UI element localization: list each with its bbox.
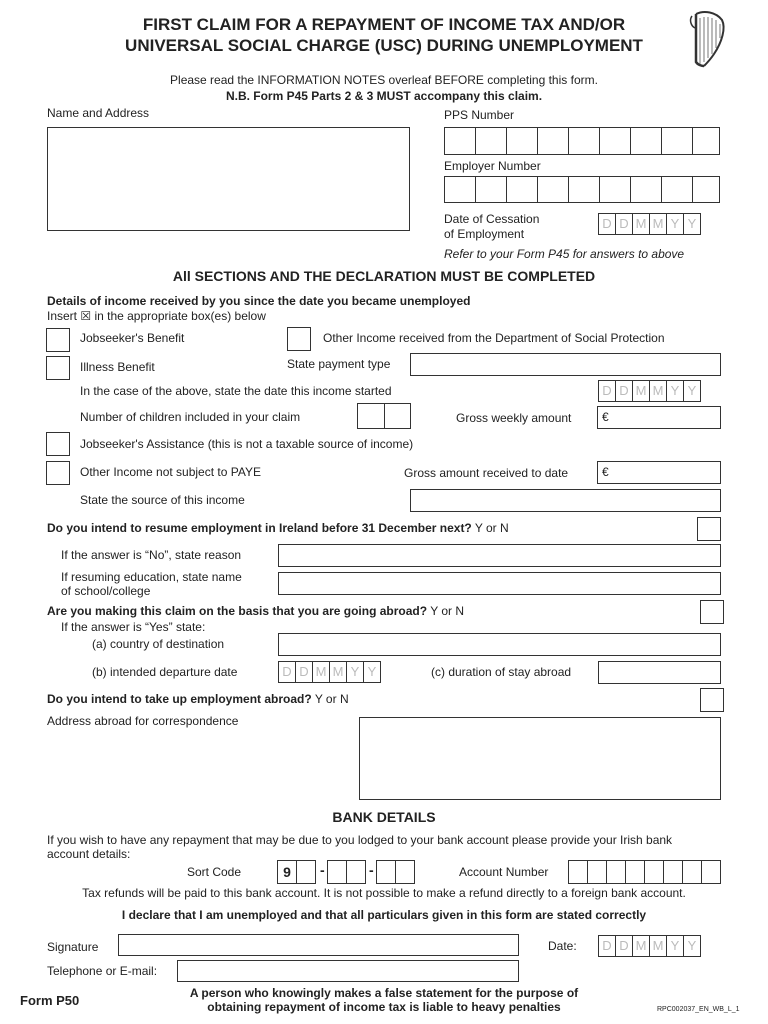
income-heading: Details of income received by you since the date you became unemployed [47,294,471,308]
telephone-email-field[interactable] [177,960,519,982]
children-count-field[interactable] [357,403,411,429]
signature-date-field[interactable] [598,935,701,957]
euro-symbol: € [602,410,609,424]
pps-number-field[interactable] [444,127,720,155]
employment-abroad-yn-box[interactable] [700,688,724,712]
resume-yn-box[interactable] [697,517,721,541]
p45-note: N.B. Form P45 Parts 2 & 3 MUST accompany this claim. [225,89,543,103]
sort-code-digit[interactable] [346,860,366,884]
no-reason-field[interactable] [278,544,721,567]
bank-heading: BANK DETAILS [332,809,436,825]
jobseekers-benefit-checkbox[interactable] [46,328,70,352]
account-number-field[interactable] [568,860,721,884]
date-cell[interactable]: Y [346,661,364,683]
date-cell[interactable]: M [312,661,330,683]
euro-symbol: € [602,465,609,479]
country-field[interactable] [278,633,721,656]
jobseekers-assistance-checkbox[interactable] [46,432,70,456]
sort-code-digit[interactable] [395,860,415,884]
school-name-field[interactable] [278,572,721,595]
abroad-yn-box[interactable] [700,600,724,624]
employer-number-field[interactable] [444,176,720,203]
cessation-label: Date of Cessation [444,212,540,226]
penalty-warning: A person who knowingly makes a false statement for the purpose of [189,986,579,1000]
address-abroad-label: Address abroad for correspondence [47,714,239,728]
sort-code-separator: - [320,862,325,878]
jobseekers-benefit-label: Jobseeker's Benefit [80,331,185,345]
gross-weekly-label: Gross weekly amount [456,411,572,425]
state-payment-type-field[interactable] [410,353,721,376]
pps-label: PPS Number [444,108,515,122]
sort-code-digit[interactable] [327,860,347,884]
harp-icon [686,8,730,70]
income-instruction: Insert ☒ in the appropriate box(es) below [47,309,266,323]
income-source-field[interactable] [410,489,721,512]
date-cell[interactable]: Y [666,935,684,957]
bank-intro: If you wish to have any repayment that may be due to you lodged to your bank account please provide your Irish bank [47,833,673,847]
form-code: RPC002037_EN_WB_L_1 [657,1006,740,1013]
date-label: Date: [548,939,577,953]
date-cell[interactable]: D [615,380,633,402]
illness-benefit-checkbox[interactable] [46,356,70,380]
date-cell[interactable]: D [615,935,633,957]
signature-field[interactable] [118,934,519,956]
date-cell[interactable]: M [632,935,650,957]
if-yes-label: If the answer is “Yes” state: [61,620,206,634]
date-cell[interactable]: D [598,935,616,957]
date-cell[interactable]: Y [666,380,684,402]
sort-code-field-3[interactable] [376,860,415,884]
country-label: (a) country of destination [92,637,225,651]
gross-to-date-field[interactable] [597,461,721,484]
date-cell[interactable]: M [632,213,650,235]
date-cell[interactable]: Y [363,661,381,683]
declaration-text: I declare that I am unemployed and that all particulars given in this form are stated correctly [121,908,647,922]
date-cell[interactable]: M [649,380,667,402]
name-address-label: Name and Address [47,106,150,120]
other-income-dsp-checkbox[interactable] [287,327,311,351]
form-title-line-2: UNIVERSAL SOCIAL CHARGE (USC) DURING UNEMPLOYMENT [125,36,643,55]
bank-intro-2: account details: [47,847,131,861]
date-cell[interactable]: Y [683,213,701,235]
sort-code-field-2[interactable] [327,860,366,884]
refund-note: Tax refunds will be paid to this bank account. It is not possible to make a refund directly to a foreign bank account. [82,886,686,900]
sort-code-digit[interactable]: 9 [277,860,297,884]
income-source-label: State the source of this income [80,493,245,507]
education-label-2: of school/college [61,584,151,598]
employer-label: Employer Number [444,159,541,173]
other-income-dsp-label: Other Income received from the Department of Social Protection [323,331,665,345]
duration-field[interactable] [598,661,721,684]
sort-code-label: Sort Code [187,865,242,879]
date-cell[interactable]: D [615,213,633,235]
gross-to-date-label: Gross amount received to date [404,466,569,480]
no-reason-label: If the answer is “No”, state reason [61,548,242,562]
cessation-date-field[interactable] [598,213,701,235]
sort-code-field[interactable] [277,860,316,884]
sort-code-digit[interactable] [376,860,396,884]
employment-abroad-question: Do you intend to take up employment abroad? Y or N [47,692,349,706]
date-cell[interactable]: M [649,935,667,957]
state-payment-type-label: State payment type [287,357,391,371]
departure-label: (b) intended departure date [92,665,238,679]
cessation-label-2: of Employment [444,227,525,241]
date-cell[interactable]: M [329,661,347,683]
abroad-question: Are you making this claim on the basis that you are going abroad? Y or N [47,604,464,618]
form-title-line-1: FIRST CLAIM FOR A REPAYMENT OF INCOME TAX AND/OR [142,15,626,34]
income-started-label: In the case of the above, state the date this income started [80,384,392,398]
income-started-date-field[interactable] [598,380,701,402]
other-income-paye-checkbox[interactable] [46,461,70,485]
children-label: Number of children included in your claim [80,410,301,424]
date-cell[interactable]: Y [666,213,684,235]
penalty-warning-2: obtaining repayment of income tax is liable to heavy penalties [207,1000,561,1014]
illness-benefit-label: Illness Benefit [80,360,155,374]
education-label: If resuming education, state name [61,570,242,584]
sort-code-separator: - [369,862,374,878]
date-cell[interactable]: Y [683,935,701,957]
signature-label: Signature [47,940,99,954]
jobseekers-assistance-label: Jobseeker's Assistance (this is not a taxable source of income) [80,437,414,451]
refer-note: Refer to your Form P45 for answers to above [444,247,685,261]
account-number-label: Account Number [459,865,549,879]
form-name: Form P50 [20,993,80,1008]
duration-label: (c) duration of stay abroad [431,665,572,679]
sort-code-digit[interactable] [296,860,316,884]
date-cell[interactable]: D [278,661,296,683]
departure-date-field[interactable] [278,661,381,683]
date-cell[interactable]: D [598,380,616,402]
other-income-paye-label: Other Income not subject to PAYE [80,465,261,479]
date-cell[interactable]: Y [683,380,701,402]
date-cell[interactable]: D [295,661,313,683]
date-cell[interactable]: M [649,213,667,235]
name-address-field[interactable] [47,127,410,231]
info-note: Please read the INFORMATION NOTES overleaf BEFORE completing this form. [170,73,598,87]
resume-question: Do you intend to resume employment in Ireland before 31 December next? Y or N [47,521,509,535]
gross-weekly-field[interactable] [597,406,721,429]
date-cell[interactable]: M [632,380,650,402]
telephone-label: Telephone or E-mail: [47,964,158,978]
date-cell[interactable]: D [598,213,616,235]
address-abroad-field[interactable] [359,717,721,800]
sections-heading: All SECTIONS AND THE DECLARATION MUST BE COMPLETED [172,268,596,284]
